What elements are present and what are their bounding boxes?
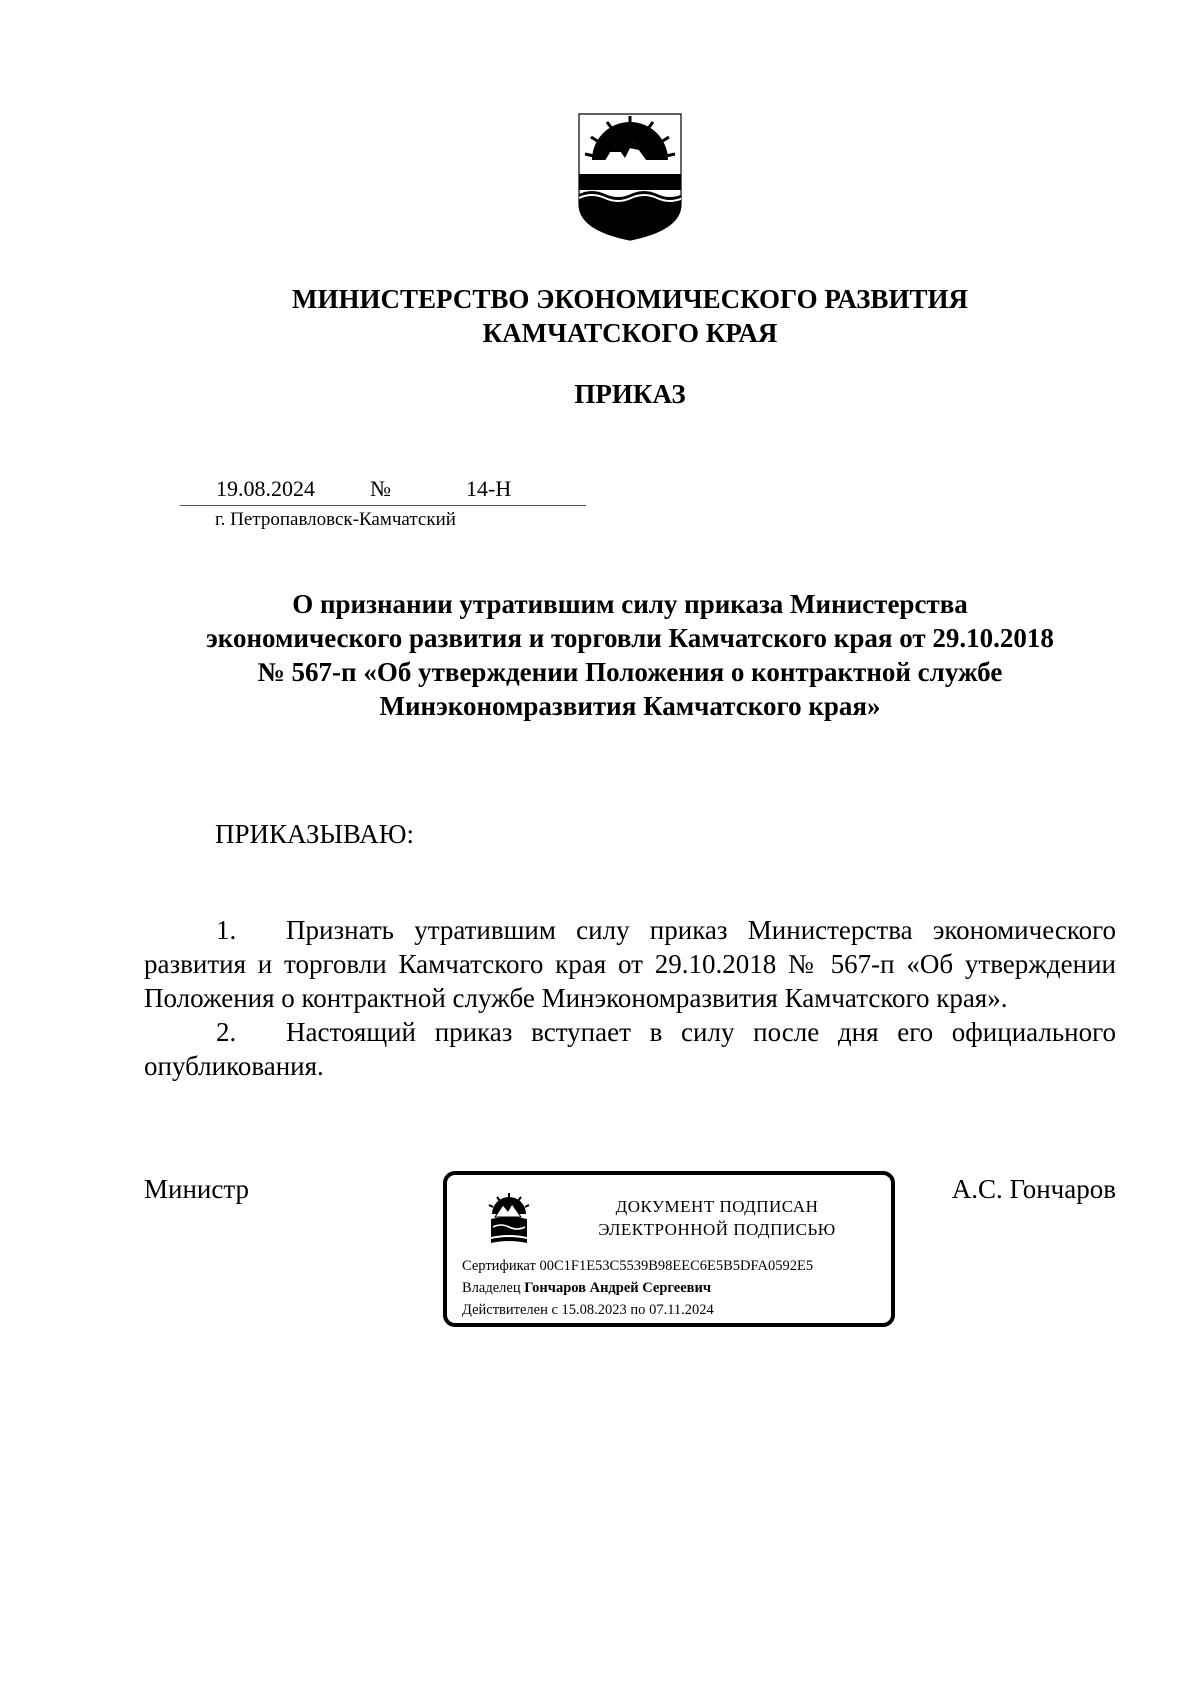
item-text: Настоящий приказ вступает в силу после дня его официального опубликования.	[144, 1017, 1116, 1081]
subject-line-1: О признании утратившим силу приказа Министерства	[292, 589, 968, 619]
document-type: ПРИКАЗ	[574, 379, 686, 409]
subject-line-3: № 567-п «Об утверждении Положения о контрактной службе	[257, 657, 1003, 687]
ministry-name	[0, 282, 1200, 350]
document-date: 19.08.2024	[216, 476, 315, 501]
ministry-line-1: МИНИСТЕРСТВО ЭКОНОМИЧЕСКОГО РАЗВИТИЯ	[292, 284, 968, 314]
owner-value: Гончаров Андрей Сергеевич	[524, 1280, 712, 1296]
stamp-validity	[462, 1301, 882, 1319]
date-number-row	[180, 475, 586, 506]
kamchatka-emblem-icon	[483, 1193, 535, 1245]
subject-line-4: Минэкономразвития Камчатского края»	[379, 691, 881, 721]
order-items	[144, 913, 1116, 1083]
subject-line-2: экономического развития и торговли Камчатского края от 29.10.2018	[206, 623, 1054, 653]
valid-from-label: Действителен с	[462, 1302, 558, 1318]
valid-to-label: по	[630, 1302, 646, 1318]
document-subject	[0, 587, 1200, 723]
stamp-heading-line-2: ЭЛЕКТРОННОЙ ПОДПИСЬЮ	[598, 1220, 836, 1239]
order-item	[144, 1015, 1116, 1083]
item-number: 2.	[216, 1017, 237, 1047]
number-sign: №	[370, 476, 391, 501]
stamp-certificate	[462, 1257, 882, 1275]
order-item	[144, 913, 1116, 1015]
cert-value: 00C1F1E53C5539B98EEC6E5B5DFA0592E5	[539, 1258, 814, 1274]
stamp-heading-line-1: ДОКУМЕНТ ПОДПИСАН	[615, 1197, 819, 1216]
owner-label: Владелец	[462, 1280, 521, 1296]
stamp-heading	[557, 1195, 877, 1241]
valid-to: 07.11.2024	[649, 1302, 714, 1318]
item-text: Признать утратившим силу приказ Министерства экономического развития и торговли Камчатского края от 29.10.2018 № 567-п «Об утверждении Положения о контрактной службе Минэкономразвития Камчатского края».	[144, 915, 1116, 1013]
e-signature-stamp	[443, 1171, 895, 1327]
cert-label: Сертификат	[462, 1258, 536, 1274]
document-number: 14-Н	[466, 476, 512, 501]
signer-position: Министр	[144, 1174, 249, 1204]
coat-of-arms-icon	[577, 112, 683, 242]
signer-name: А.С. Гончаров	[951, 1174, 1116, 1204]
document-city: г. Петропавловск-Камчатский	[215, 509, 456, 530]
item-number: 1.	[216, 915, 237, 945]
order-word: ПРИКАЗЫВАЮ:	[215, 819, 414, 849]
ministry-line-2: КАМЧАТСКОГО КРАЯ	[482, 318, 778, 348]
stamp-owner	[462, 1279, 882, 1297]
valid-from: 15.08.2023	[561, 1302, 627, 1318]
